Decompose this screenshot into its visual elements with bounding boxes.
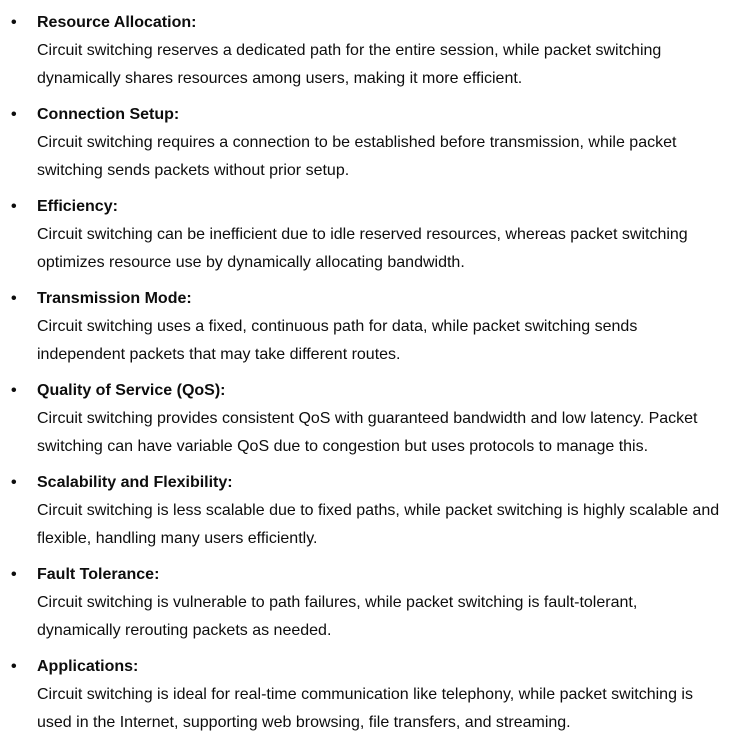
item-term: Applications: <box>37 658 139 675</box>
item-description: Circuit switching can be inefficient due to idle reserved resources, whereas packet switching optimizes resource use by dynamically allocating bandwidth. <box>37 226 688 271</box>
list-item <box>0 561 731 645</box>
bullet-icon: • <box>11 290 17 307</box>
item-term: Transmission Mode: <box>37 290 192 307</box>
list-item <box>0 469 731 553</box>
item-term: Scalability and Flexibility: <box>37 474 233 491</box>
item-term: Fault Tolerance: <box>37 566 160 583</box>
item-term: Resource Allocation: <box>37 14 197 31</box>
item-description: Circuit switching is vulnerable to path failures, while packet switching is fault-tolerant, dynamically rerouting packets as needed. <box>37 594 638 639</box>
item-description: Circuit switching provides consistent QoS with guaranteed bandwidth and low latency. Packet switching can have variable QoS due to congestion but uses protocols to manage this. <box>37 410 698 455</box>
list-item <box>0 9 731 93</box>
item-term: Efficiency: <box>37 198 118 215</box>
item-description: Circuit switching reserves a dedicated path for the entire session, while packet switching dynamically shares resources among users, making it more efficient. <box>37 42 662 87</box>
bullet-icon: • <box>11 14 17 31</box>
bullet-icon: • <box>11 106 17 123</box>
bullet-icon: • <box>11 382 17 399</box>
bullet-icon: • <box>11 198 17 215</box>
list-item <box>0 193 731 277</box>
item-term: Connection Setup: <box>37 106 180 123</box>
list-item <box>0 377 731 461</box>
comparison-list <box>0 9 731 737</box>
list-item <box>0 285 731 369</box>
item-term: Quality of Service (QoS): <box>37 382 226 399</box>
bullet-icon: • <box>11 566 17 583</box>
bullet-icon: • <box>11 474 17 491</box>
item-description: Circuit switching is ideal for real-time communication like telephony, while packet switching is used in the Internet, supporting web browsing, file transfers, and streaming. <box>37 686 693 731</box>
item-description: Circuit switching requires a connection to be established before transmission, while packet switching sends packets without prior setup. <box>37 134 677 179</box>
item-description: Circuit switching is less scalable due to fixed paths, while packet switching is highly scalable and flexible, handling many users efficiently. <box>37 502 720 547</box>
item-description: Circuit switching uses a fixed, continuous path for data, while packet switching sends independent packets that may take different routes. <box>37 318 638 363</box>
list-item <box>0 653 731 737</box>
list-item <box>0 101 731 185</box>
bullet-icon: • <box>11 658 17 675</box>
